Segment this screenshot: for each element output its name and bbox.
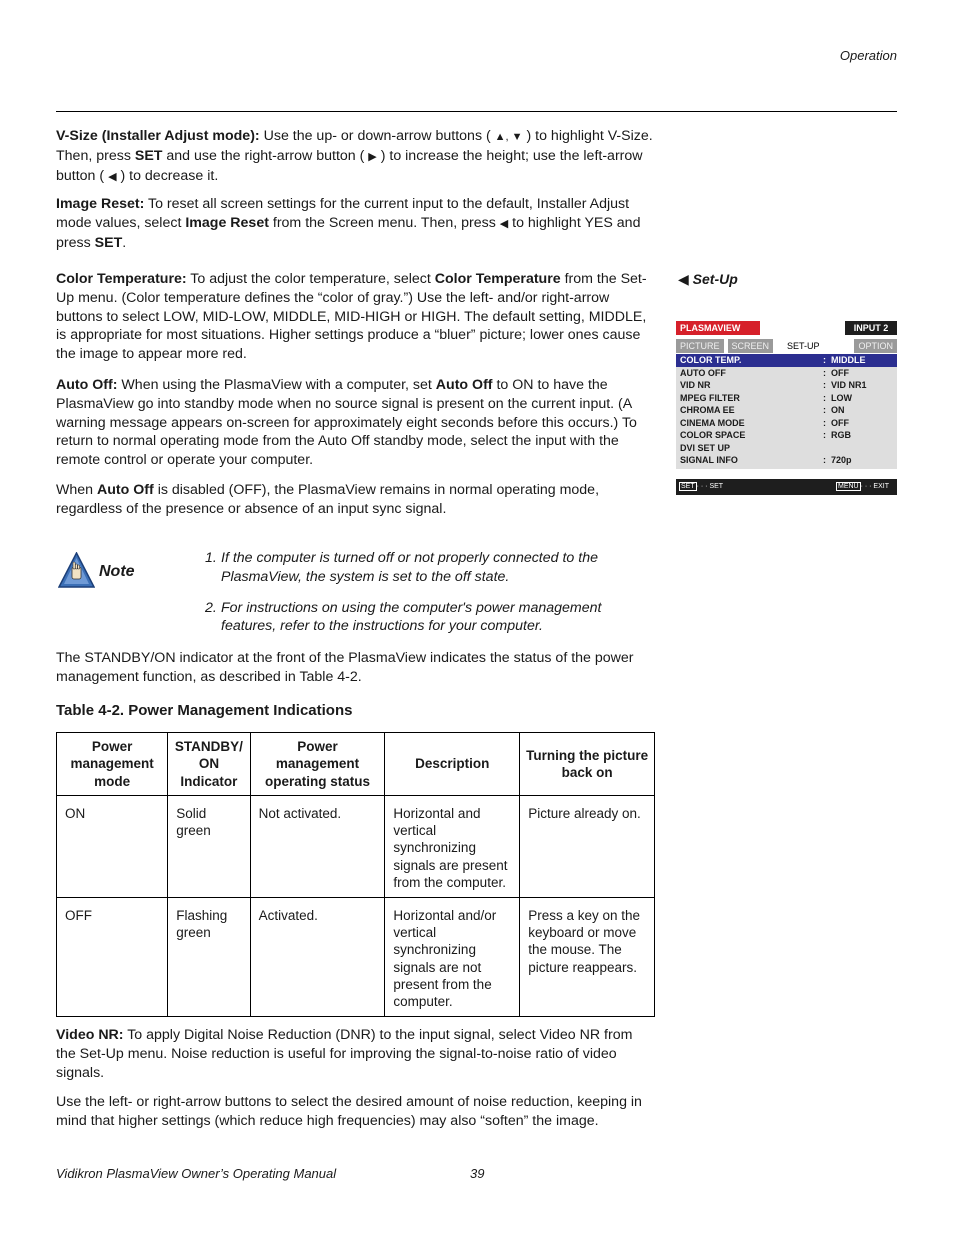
auto-off-text-2: to ON to have the PlasmaView go into standby mode when no source signal is present on the current input. (A warning message appears on-screen for approximately eight seconds before this occurs.) To return to normal operating mode from the Auto Off standby mode, select the input with the remote control or operate your computer. <box>56 377 637 469</box>
video-nr-label: Video NR: <box>56 1027 124 1043</box>
table-cell: Horizontal and vertical synchronizing signals are present from the computer. <box>385 796 520 898</box>
tab-picture[interactable]: PICTURE <box>676 339 724 353</box>
menu-row-key: AUTO OFF <box>680 367 726 378</box>
auto-off-text-1: When using the PlasmaView with a computer, set <box>117 377 436 393</box>
note-hand-icon <box>58 552 95 589</box>
table-cell: OFF <box>57 898 168 1017</box>
standby-paragraph: The STANDBY/ON indicator at the front of the PlasmaView indicates the status of the power management function, as described in Table 4-2. <box>56 650 634 685</box>
running-header-section: Operation <box>839 48 897 63</box>
menu-footer-exit <box>836 479 889 495</box>
vsize-text-3: and use the right-arrow button ( <box>162 147 369 164</box>
right-arrow-icon: ▶ <box>368 150 377 163</box>
note-list <box>205 549 657 648</box>
table-row <box>57 898 655 1017</box>
menu-row-value: ON <box>831 405 845 415</box>
menu-footer-set <box>679 479 723 495</box>
vsize-paragraph <box>56 127 654 186</box>
vsize-text-1: Use the up- or down-arrow buttons ( <box>259 128 495 144</box>
menu-row-colon: : <box>823 417 826 428</box>
menu-row-value: OFF <box>831 367 849 378</box>
menu-row-value: MIDDLE <box>831 355 866 365</box>
auto-off-bold: Auto Off <box>435 377 493 393</box>
tab-option[interactable]: OPTION <box>854 339 897 353</box>
setup-heading-text: Set-Up <box>692 271 738 287</box>
setup-arrow-icon: ◀ <box>678 271 689 287</box>
image-reset-label: Image Reset: <box>56 196 145 212</box>
menu-row-key: COLOR TEMP. <box>680 355 742 365</box>
menu-row-auto-off[interactable] <box>676 367 897 380</box>
auto-off-disabled-bold: Auto Off <box>97 482 154 498</box>
color-temp-bold: Color Temperature <box>434 271 561 287</box>
menu-row-colon: : <box>823 355 826 365</box>
video-nr-text: To apply Digital Noise Reduction (DNR) to the input signal, select Video NR from the Set-Up menu. Noise reduction is useful for improving the signal-to-noise ratio of video signals. <box>56 1027 633 1081</box>
auto-off-label: Auto Off: <box>56 377 118 393</box>
image-reset-text-4: . <box>122 234 127 251</box>
table-cell: Press a key on the keyboard or move the mouse. The picture reappears. <box>520 898 655 1017</box>
table-cell: Solid green <box>168 796 250 898</box>
table-row <box>57 796 655 898</box>
menu-row-vid-nr[interactable] <box>676 379 897 392</box>
note-item-text: If the computer is turned off or not properly connected to the PlasmaView, the system is set to the off state. <box>221 550 598 585</box>
note-item-number: 2. <box>205 599 217 616</box>
menu-row-chroma-ee[interactable] <box>676 404 897 417</box>
table-caption: Table 4-2. Power Management Indications <box>56 702 353 719</box>
menu-row-mpeg-filter[interactable] <box>676 392 897 405</box>
menu-footer-set-label: · · · SET <box>696 482 724 490</box>
color-temp-text-1: To adjust the color temperature, select <box>186 271 435 287</box>
color-temp-label: Color Temperature: <box>56 271 187 287</box>
col-header-status: Power management operating status <box>250 733 385 796</box>
header-rule <box>56 111 897 112</box>
menu-key-icon: MENU <box>837 482 859 490</box>
table-header-row <box>57 733 655 796</box>
auto-off-disabled-text-1: When <box>56 482 98 498</box>
footer-manual-title: Vidikron PlasmaView Owner’s Operating Manual <box>56 1166 337 1181</box>
menu-row-signal-info[interactable] <box>676 454 897 467</box>
image-reset-text-3: to highlight YES and press <box>56 214 641 251</box>
menu-row-dvi-setup[interactable] <box>676 442 897 455</box>
menu-footer <box>676 479 897 495</box>
left-arrow-icon: ◀ <box>499 217 509 230</box>
table-cell: Horizontal and/or vertical synchronizing signals are not present from the computer. <box>385 898 520 1017</box>
note-item <box>205 599 657 637</box>
menu-row-key: COLOR SPACE <box>680 430 746 440</box>
color-temp-paragraph <box>56 270 654 364</box>
image-reset-text-1: To reset all screen settings for the current input to the default, Installer Adjust mode values, select <box>56 196 630 231</box>
vsize-set-key: SET <box>134 147 163 164</box>
menu-row-key: DVI SET UP <box>680 442 731 453</box>
auto-off-disabled-text-2: is disabled (OFF), the PlasmaView remains in normal operating mode, regardless of the presence or absence of an input sync signal. <box>56 482 600 517</box>
menu-row-key: MPEG FILTER <box>680 392 740 403</box>
table-cell: Activated. <box>250 898 385 1017</box>
vsize-label: V-Size (Installer Adjust mode): <box>56 128 260 144</box>
menu-brand: PLASMAVIEW <box>676 321 760 335</box>
tab-setup[interactable]: SET-UP <box>783 339 824 353</box>
video-nr-paragraph <box>56 1026 654 1082</box>
vsize-text-4: ) to increase the height; use the left-arrow button ( <box>56 147 643 184</box>
note-label: Note <box>99 563 135 580</box>
table-cell: Not activated. <box>250 796 385 898</box>
menu-row-colon: : <box>823 380 826 390</box>
menu-row-key: VID NR <box>680 380 711 390</box>
image-reset-bold: Image Reset <box>185 214 269 231</box>
col-header-mode: Power management mode <box>57 733 168 796</box>
set-key-icon: SET <box>681 482 695 490</box>
col-header-turning-on: Turning the picture back on <box>520 733 655 796</box>
menu-row-colon: : <box>823 367 826 378</box>
image-reset-set-key: SET <box>94 234 123 251</box>
table-cell: Picture already on. <box>520 796 655 898</box>
auto-off-disabled-paragraph <box>56 481 654 519</box>
menu-row-colon: : <box>823 430 826 440</box>
note-item-text: For instructions on using the computer's power management features, refer to the instructions for your computer. <box>221 599 602 635</box>
table-cell: ON <box>57 796 168 898</box>
menu-row-value: RGB <box>831 430 851 440</box>
setup-menu-osd <box>676 321 897 495</box>
col-header-indicator: STANDBY/ ON Indicator <box>168 733 250 796</box>
menu-row-color-temp[interactable] <box>676 354 897 367</box>
vsize-text-2: ) to highlight V-Size. Then, press <box>56 128 653 164</box>
menu-footer-exit-label: · · · EXIT <box>860 482 889 490</box>
table-cell: Flashing green <box>168 898 250 1017</box>
power-management-table <box>56 732 655 1017</box>
menu-row-colon: : <box>823 455 826 465</box>
menu-row-cinema-mode[interactable] <box>676 417 897 430</box>
menu-row-colon: : <box>823 405 826 415</box>
menu-row-value: 720p <box>831 455 852 465</box>
menu-body <box>676 354 897 469</box>
image-reset-text-2: from the Screen menu. Then, press <box>268 214 500 231</box>
menu-row-key: CINEMA MODE <box>680 417 745 428</box>
menu-row-key: SIGNAL INFO <box>680 455 738 465</box>
note-item-number: 1. <box>205 550 217 566</box>
tab-screen[interactable]: SCREEN <box>728 339 774 353</box>
color-temp-text-2: from the Set-Up menu. (Color temperature defines the “color of gray.”) Use the left- and/or right-arrow buttons to select LOW, MID-LOW, MIDDLE, MID-HIGH or HIGH. The default setting, MIDDLE, is appropriate for most situations. Higher settings produce a “bluer” picture; lower ones cause the image to appear more red. <box>56 271 647 363</box>
menu-row-value: OFF <box>831 417 849 428</box>
footer-page-number: 39 <box>470 1166 485 1181</box>
menu-row-colon: : <box>823 392 826 403</box>
menu-row-key: CHROMA EE <box>680 405 735 415</box>
menu-row-value: LOW <box>831 392 852 403</box>
menu-row-color-space[interactable] <box>676 429 897 442</box>
note-item <box>205 549 657 587</box>
menu-row-value: VID NR1 <box>831 380 867 390</box>
auto-off-paragraph <box>56 376 654 470</box>
up-down-arrow-icons: ▲, ▼ <box>494 131 523 143</box>
noise-tip-paragraph: Use the left- or right-arrow buttons to select the desired amount of noise reduction, keeping in mind that higher settings (which reduce high frequencies) may also “soften” the image. <box>56 1094 642 1129</box>
setup-heading <box>678 270 738 289</box>
menu-input-tag: INPUT 2 <box>845 321 897 335</box>
image-reset-paragraph <box>56 195 654 252</box>
col-header-description: Description <box>385 733 520 796</box>
vsize-text-5: ) to decrease it. <box>116 167 219 184</box>
menu-tabs <box>676 339 897 353</box>
left-arrow-icon: ◀ <box>108 170 117 183</box>
